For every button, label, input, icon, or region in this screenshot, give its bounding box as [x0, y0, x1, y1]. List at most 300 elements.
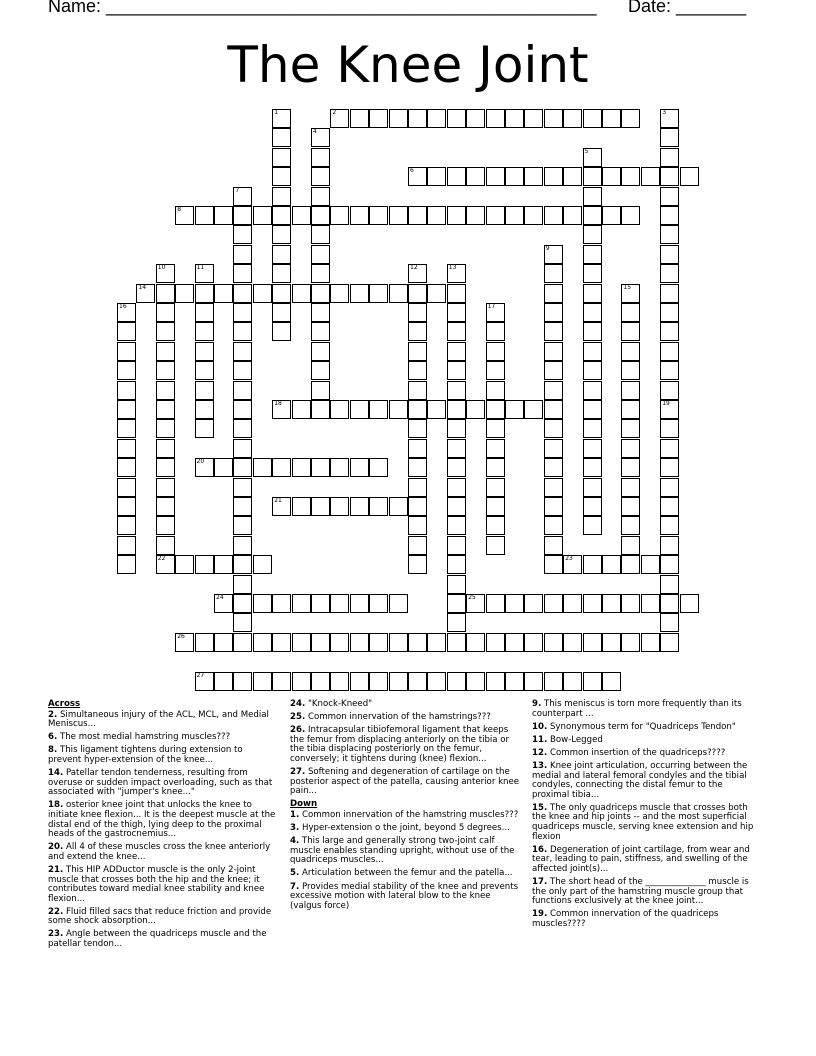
grid-cell[interactable]	[660, 516, 679, 535]
grid-cell[interactable]	[117, 400, 136, 419]
grid-cell[interactable]	[311, 497, 330, 516]
grid-cell[interactable]	[660, 575, 679, 594]
grid-cell[interactable]	[660, 303, 679, 322]
grid-cell[interactable]	[563, 594, 582, 613]
grid-cell[interactable]	[195, 206, 214, 225]
grid-cell[interactable]	[311, 225, 330, 244]
grid-cell[interactable]	[408, 555, 427, 574]
grid-cell[interactable]	[621, 361, 640, 380]
grid-cell[interactable]	[660, 478, 679, 497]
grid-cell[interactable]	[486, 206, 505, 225]
grid-cell[interactable]	[563, 672, 582, 691]
grid-cell[interactable]	[156, 361, 175, 380]
grid-cell[interactable]	[563, 206, 582, 225]
grid-cell[interactable]	[563, 555, 582, 574]
grid-cell[interactable]	[117, 361, 136, 380]
grid-cell[interactable]	[544, 206, 563, 225]
grid-cell[interactable]	[330, 633, 349, 652]
grid-cell[interactable]	[505, 400, 524, 419]
grid-cell[interactable]	[447, 381, 466, 400]
grid-cell[interactable]	[447, 303, 466, 322]
grid-cell[interactable]	[233, 400, 252, 419]
grid-cell[interactable]	[466, 672, 485, 691]
grid-cell[interactable]	[369, 400, 388, 419]
grid-cell[interactable]	[660, 109, 679, 128]
grid-cell[interactable]	[544, 245, 563, 264]
grid-cell[interactable]	[292, 497, 311, 516]
grid-cell[interactable]	[583, 361, 602, 380]
grid-cell[interactable]	[466, 400, 485, 419]
grid-cell[interactable]	[195, 264, 214, 283]
grid-cell[interactable]	[621, 419, 640, 438]
grid-cell[interactable]	[233, 594, 252, 613]
grid-cell[interactable]	[350, 672, 369, 691]
grid-cell[interactable]	[621, 633, 640, 652]
grid-cell[interactable]	[369, 594, 388, 613]
grid-cell[interactable]	[621, 478, 640, 497]
grid-cell[interactable]	[544, 167, 563, 186]
grid-cell[interactable]	[660, 594, 679, 613]
grid-cell[interactable]	[641, 594, 660, 613]
grid-cell[interactable]	[583, 419, 602, 438]
grid-cell[interactable]	[272, 672, 291, 691]
grid-cell[interactable]	[311, 342, 330, 361]
grid-cell[interactable]	[330, 284, 349, 303]
grid-cell[interactable]	[621, 303, 640, 322]
grid-cell[interactable]	[117, 439, 136, 458]
grid-cell[interactable]	[195, 672, 214, 691]
grid-cell[interactable]	[621, 206, 640, 225]
grid-cell[interactable]	[233, 633, 252, 652]
grid-cell[interactable]	[486, 322, 505, 341]
grid-cell[interactable]	[544, 322, 563, 341]
grid-cell[interactable]	[214, 555, 233, 574]
grid-cell[interactable]	[117, 419, 136, 438]
grid-cell[interactable]	[195, 284, 214, 303]
grid-cell[interactable]	[544, 633, 563, 652]
grid-cell[interactable]	[505, 672, 524, 691]
grid-cell[interactable]	[486, 361, 505, 380]
grid-cell[interactable]	[583, 284, 602, 303]
grid-cell[interactable]	[292, 206, 311, 225]
grid-cell[interactable]	[466, 633, 485, 652]
grid-cell[interactable]	[311, 148, 330, 167]
grid-cell[interactable]	[175, 555, 194, 574]
grid-cell[interactable]	[427, 284, 446, 303]
grid-cell[interactable]	[602, 672, 621, 691]
grid-cell[interactable]	[583, 303, 602, 322]
grid-cell[interactable]	[602, 555, 621, 574]
grid-cell[interactable]	[583, 594, 602, 613]
grid-cell[interactable]	[544, 284, 563, 303]
grid-cell[interactable]	[486, 458, 505, 477]
grid-cell[interactable]	[272, 633, 291, 652]
grid-cell[interactable]	[602, 594, 621, 613]
grid-cell[interactable]	[408, 400, 427, 419]
grid-cell[interactable]	[660, 187, 679, 206]
grid-cell[interactable]	[544, 303, 563, 322]
grid-cell[interactable]	[156, 284, 175, 303]
grid-cell[interactable]	[311, 672, 330, 691]
grid-cell[interactable]	[350, 400, 369, 419]
grid-cell[interactable]	[408, 672, 427, 691]
grid-cell[interactable]	[233, 555, 252, 574]
grid-cell[interactable]	[583, 439, 602, 458]
grid-cell[interactable]	[660, 555, 679, 574]
grid-cell[interactable]	[583, 322, 602, 341]
grid-cell[interactable]	[330, 497, 349, 516]
grid-cell[interactable]	[466, 167, 485, 186]
grid-cell[interactable]	[583, 342, 602, 361]
grid-cell[interactable]	[292, 633, 311, 652]
grid-cell[interactable]	[621, 536, 640, 555]
grid-cell[interactable]	[350, 633, 369, 652]
grid-cell[interactable]	[660, 206, 679, 225]
grid-cell[interactable]	[350, 458, 369, 477]
grid-cell[interactable]	[233, 245, 252, 264]
grid-cell[interactable]	[330, 458, 349, 477]
grid-cell[interactable]	[389, 633, 408, 652]
grid-cell[interactable]	[408, 516, 427, 535]
grid-cell[interactable]	[447, 284, 466, 303]
grid-cell[interactable]	[583, 167, 602, 186]
grid-cell[interactable]	[447, 555, 466, 574]
grid-cell[interactable]	[311, 633, 330, 652]
grid-cell[interactable]	[311, 303, 330, 322]
grid-cell[interactable]	[311, 400, 330, 419]
grid-cell[interactable]	[505, 633, 524, 652]
grid-cell[interactable]	[369, 109, 388, 128]
grid-cell[interactable]	[524, 672, 543, 691]
grid-cell[interactable]	[621, 555, 640, 574]
grid-cell[interactable]	[583, 497, 602, 516]
grid-cell[interactable]	[544, 478, 563, 497]
grid-cell[interactable]	[272, 167, 291, 186]
grid-cell[interactable]	[233, 536, 252, 555]
grid-cell[interactable]	[117, 322, 136, 341]
grid-cell[interactable]	[117, 381, 136, 400]
grid-cell[interactable]	[680, 167, 699, 186]
date-field[interactable]: Date: _______	[628, 0, 747, 16]
grid-cell[interactable]	[621, 439, 640, 458]
grid-cell[interactable]	[233, 381, 252, 400]
grid-cell[interactable]	[427, 206, 446, 225]
grid-cell[interactable]	[447, 575, 466, 594]
grid-cell[interactable]	[350, 497, 369, 516]
grid-cell[interactable]	[544, 497, 563, 516]
grid-cell[interactable]	[408, 361, 427, 380]
grid-cell[interactable]	[408, 167, 427, 186]
grid-cell[interactable]	[233, 342, 252, 361]
grid-cell[interactable]	[583, 245, 602, 264]
grid-cell[interactable]	[233, 439, 252, 458]
grid-cell[interactable]	[272, 458, 291, 477]
grid-cell[interactable]	[544, 264, 563, 283]
grid-cell[interactable]	[583, 458, 602, 477]
grid-cell[interactable]	[233, 613, 252, 632]
grid-cell[interactable]	[408, 419, 427, 438]
grid-cell[interactable]	[350, 109, 369, 128]
grid-cell[interactable]	[544, 594, 563, 613]
grid-cell[interactable]	[311, 361, 330, 380]
grid-cell[interactable]	[195, 458, 214, 477]
grid-cell[interactable]	[117, 497, 136, 516]
grid-cell[interactable]	[389, 109, 408, 128]
grid-cell[interactable]	[447, 439, 466, 458]
grid-cell[interactable]	[447, 109, 466, 128]
grid-cell[interactable]	[272, 322, 291, 341]
grid-cell[interactable]	[233, 419, 252, 438]
grid-cell[interactable]	[660, 419, 679, 438]
grid-cell[interactable]	[660, 361, 679, 380]
grid-cell[interactable]	[486, 167, 505, 186]
grid-cell[interactable]	[117, 458, 136, 477]
grid-cell[interactable]	[583, 225, 602, 244]
grid-cell[interactable]	[641, 555, 660, 574]
grid-cell[interactable]	[253, 672, 272, 691]
grid-cell[interactable]	[660, 322, 679, 341]
grid-cell[interactable]	[233, 206, 252, 225]
grid-cell[interactable]	[544, 439, 563, 458]
grid-cell[interactable]	[408, 109, 427, 128]
grid-cell[interactable]	[447, 342, 466, 361]
grid-cell[interactable]	[486, 536, 505, 555]
grid-cell[interactable]	[272, 109, 291, 128]
grid-cell[interactable]	[156, 497, 175, 516]
grid-cell[interactable]	[195, 303, 214, 322]
grid-cell[interactable]	[447, 613, 466, 632]
grid-cell[interactable]	[602, 109, 621, 128]
grid-cell[interactable]	[660, 439, 679, 458]
name-field[interactable]: Name: _________________________________________________	[48, 0, 597, 16]
grid-cell[interactable]	[544, 400, 563, 419]
grid-cell[interactable]	[156, 536, 175, 555]
grid-cell[interactable]	[408, 206, 427, 225]
grid-cell[interactable]	[486, 109, 505, 128]
grid-cell[interactable]	[369, 284, 388, 303]
grid-cell[interactable]	[621, 497, 640, 516]
grid-cell[interactable]	[195, 322, 214, 341]
grid-cell[interactable]	[195, 419, 214, 438]
grid-cell[interactable]	[621, 342, 640, 361]
grid-cell[interactable]	[427, 400, 446, 419]
grid-cell[interactable]	[311, 187, 330, 206]
grid-cell[interactable]	[524, 167, 543, 186]
grid-cell[interactable]	[369, 458, 388, 477]
grid-cell[interactable]	[660, 225, 679, 244]
grid-cell[interactable]	[117, 342, 136, 361]
grid-cell[interactable]	[195, 342, 214, 361]
grid-cell[interactable]	[272, 206, 291, 225]
grid-cell[interactable]	[544, 516, 563, 535]
grid-cell[interactable]	[408, 322, 427, 341]
grid-cell[interactable]	[544, 419, 563, 438]
grid-cell[interactable]	[447, 361, 466, 380]
grid-cell[interactable]	[583, 516, 602, 535]
grid-cell[interactable]	[156, 439, 175, 458]
grid-cell[interactable]	[660, 497, 679, 516]
grid-cell[interactable]	[583, 672, 602, 691]
grid-cell[interactable]	[544, 342, 563, 361]
grid-cell[interactable]	[311, 284, 330, 303]
grid-cell[interactable]	[233, 361, 252, 380]
grid-cell[interactable]	[486, 439, 505, 458]
grid-cell[interactable]	[447, 536, 466, 555]
grid-cell[interactable]	[272, 264, 291, 283]
grid-cell[interactable]	[311, 594, 330, 613]
grid-cell[interactable]	[427, 109, 446, 128]
grid-cell[interactable]	[660, 400, 679, 419]
grid-cell[interactable]	[486, 303, 505, 322]
grid-cell[interactable]	[466, 109, 485, 128]
grid-cell[interactable]	[175, 206, 194, 225]
grid-cell[interactable]	[583, 187, 602, 206]
grid-cell[interactable]	[330, 594, 349, 613]
grid-cell[interactable]	[311, 264, 330, 283]
grid-cell[interactable]	[486, 342, 505, 361]
grid-cell[interactable]	[253, 206, 272, 225]
grid-cell[interactable]	[447, 264, 466, 283]
grid-cell[interactable]	[272, 225, 291, 244]
grid-cell[interactable]	[272, 594, 291, 613]
grid-cell[interactable]	[621, 167, 640, 186]
grid-cell[interactable]	[466, 206, 485, 225]
grid-cell[interactable]	[563, 109, 582, 128]
grid-cell[interactable]	[175, 633, 194, 652]
grid-cell[interactable]	[602, 633, 621, 652]
grid-cell[interactable]	[447, 458, 466, 477]
grid-cell[interactable]	[117, 303, 136, 322]
grid-cell[interactable]	[330, 672, 349, 691]
grid-cell[interactable]	[253, 594, 272, 613]
grid-cell[interactable]	[524, 206, 543, 225]
grid-cell[interactable]	[253, 633, 272, 652]
grid-cell[interactable]	[195, 633, 214, 652]
grid-cell[interactable]	[233, 284, 252, 303]
grid-cell[interactable]	[447, 633, 466, 652]
grid-cell[interactable]	[427, 672, 446, 691]
grid-cell[interactable]	[447, 419, 466, 438]
grid-cell[interactable]	[641, 167, 660, 186]
grid-cell[interactable]	[544, 109, 563, 128]
grid-cell[interactable]	[136, 284, 155, 303]
grid-cell[interactable]	[660, 381, 679, 400]
grid-cell[interactable]	[214, 284, 233, 303]
grid-cell[interactable]	[292, 594, 311, 613]
grid-cell[interactable]	[389, 672, 408, 691]
grid-cell[interactable]	[583, 381, 602, 400]
grid-cell[interactable]	[408, 284, 427, 303]
grid-cell[interactable]	[447, 167, 466, 186]
grid-cell[interactable]	[486, 400, 505, 419]
grid-cell[interactable]	[660, 148, 679, 167]
grid-cell[interactable]	[233, 322, 252, 341]
grid-cell[interactable]	[680, 594, 699, 613]
grid-cell[interactable]	[660, 264, 679, 283]
grid-cell[interactable]	[272, 148, 291, 167]
grid-cell[interactable]	[195, 361, 214, 380]
grid-cell[interactable]	[233, 458, 252, 477]
grid-cell[interactable]	[621, 594, 640, 613]
grid-cell[interactable]	[311, 245, 330, 264]
grid-cell[interactable]	[621, 109, 640, 128]
grid-cell[interactable]	[292, 458, 311, 477]
grid-cell[interactable]	[544, 536, 563, 555]
grid-cell[interactable]	[253, 555, 272, 574]
grid-cell[interactable]	[292, 672, 311, 691]
grid-cell[interactable]	[447, 400, 466, 419]
grid-cell[interactable]	[117, 478, 136, 497]
grid-cell[interactable]	[292, 284, 311, 303]
grid-cell[interactable]	[660, 613, 679, 632]
grid-cell[interactable]	[156, 419, 175, 438]
grid-cell[interactable]	[486, 594, 505, 613]
grid-cell[interactable]	[544, 361, 563, 380]
grid-cell[interactable]	[505, 594, 524, 613]
grid-cell[interactable]	[156, 458, 175, 477]
grid-cell[interactable]	[389, 400, 408, 419]
grid-cell[interactable]	[195, 381, 214, 400]
grid-cell[interactable]	[544, 458, 563, 477]
grid-cell[interactable]	[195, 555, 214, 574]
grid-cell[interactable]	[408, 478, 427, 497]
grid-cell[interactable]	[350, 206, 369, 225]
grid-cell[interactable]	[466, 594, 485, 613]
grid-cell[interactable]	[408, 536, 427, 555]
grid-cell[interactable]	[350, 284, 369, 303]
grid-cell[interactable]	[486, 633, 505, 652]
grid-cell[interactable]	[117, 536, 136, 555]
grid-cell[interactable]	[660, 245, 679, 264]
grid-cell[interactable]	[447, 322, 466, 341]
grid-cell[interactable]	[311, 206, 330, 225]
grid-cell[interactable]	[369, 633, 388, 652]
grid-cell[interactable]	[583, 555, 602, 574]
grid-cell[interactable]	[505, 109, 524, 128]
grid-cell[interactable]	[621, 322, 640, 341]
grid-cell[interactable]	[311, 381, 330, 400]
grid-cell[interactable]	[156, 478, 175, 497]
grid-cell[interactable]	[544, 381, 563, 400]
grid-cell[interactable]	[621, 400, 640, 419]
grid-cell[interactable]	[233, 516, 252, 535]
grid-cell[interactable]	[272, 187, 291, 206]
grid-cell[interactable]	[330, 109, 349, 128]
grid-cell[interactable]	[156, 322, 175, 341]
grid-cell[interactable]	[660, 284, 679, 303]
grid-cell[interactable]	[544, 672, 563, 691]
grid-cell[interactable]	[156, 264, 175, 283]
grid-cell[interactable]	[660, 536, 679, 555]
grid-cell[interactable]	[408, 381, 427, 400]
grid-cell[interactable]	[524, 400, 543, 419]
grid-cell[interactable]	[524, 633, 543, 652]
grid-cell[interactable]	[660, 167, 679, 186]
grid-cell[interactable]	[389, 497, 408, 516]
grid-cell[interactable]	[272, 245, 291, 264]
grid-cell[interactable]	[563, 633, 582, 652]
grid-cell[interactable]	[272, 400, 291, 419]
grid-cell[interactable]	[253, 458, 272, 477]
grid-cell[interactable]	[311, 322, 330, 341]
grid-cell[interactable]	[214, 633, 233, 652]
grid-cell[interactable]	[447, 497, 466, 516]
grid-cell[interactable]	[583, 478, 602, 497]
grid-cell[interactable]	[524, 109, 543, 128]
grid-cell[interactable]	[117, 555, 136, 574]
grid-cell[interactable]	[583, 400, 602, 419]
grid-cell[interactable]	[389, 206, 408, 225]
